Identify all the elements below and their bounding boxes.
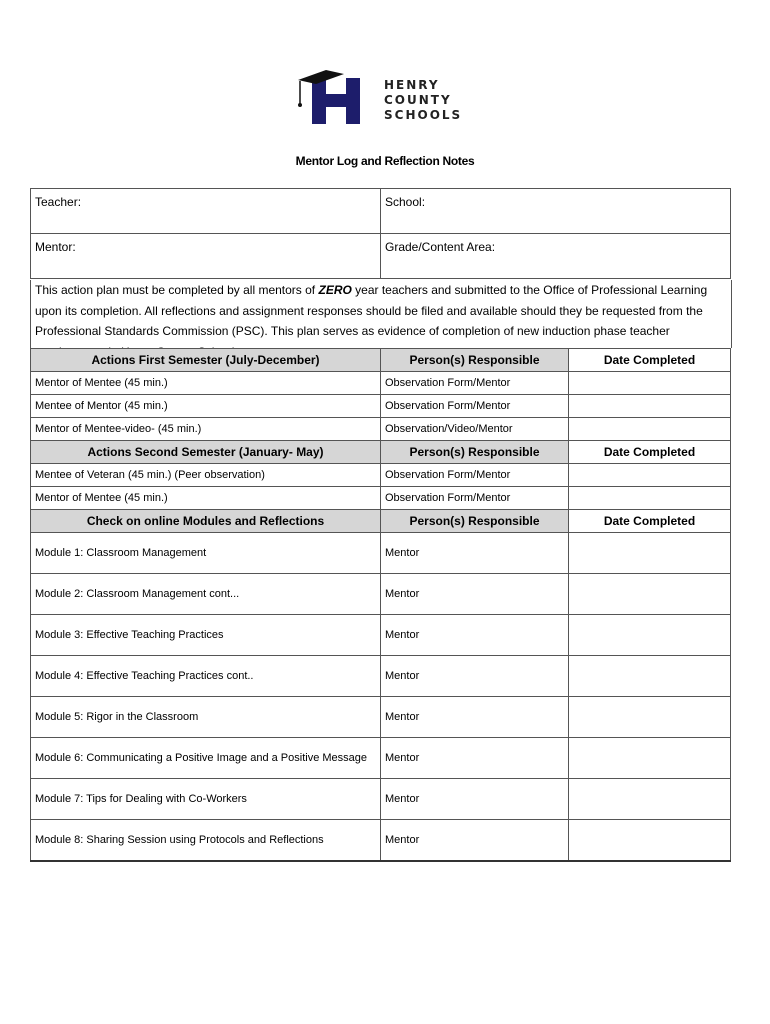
date-completed-cell[interactable] xyxy=(569,820,731,862)
section-header-row xyxy=(31,349,731,372)
logo-line-2: COUNTY xyxy=(384,93,452,107)
date-completed-cell[interactable] xyxy=(569,395,731,418)
logo-line-1: HENRY xyxy=(384,78,440,92)
person-cell: Observation Form/Mentor xyxy=(381,464,569,487)
intro-part-1: This action plan must be completed by all mentors of xyxy=(35,283,319,297)
action-cell: Module 6: Communicating a Positive Image and a Positive Message xyxy=(31,738,381,779)
date-header: Date Completed xyxy=(569,510,731,533)
date-completed-cell[interactable] xyxy=(569,418,731,441)
action-cell: Mentee of Veteran (45 min.) (Peer observation) xyxy=(31,464,381,487)
table-row xyxy=(31,574,731,615)
henry-county-schools-logo xyxy=(294,64,484,128)
grade-field[interactable]: Grade/Content Area: xyxy=(381,234,731,279)
action-cell: Mentor of Mentee (45 min.) xyxy=(31,372,381,395)
date-completed-cell[interactable] xyxy=(569,464,731,487)
person-header: Person(s) Responsible xyxy=(381,510,569,533)
teacher-field[interactable]: Teacher: xyxy=(31,189,381,234)
date-completed-cell[interactable] xyxy=(569,779,731,820)
date-completed-cell[interactable] xyxy=(569,372,731,395)
action-cell: Mentee of Mentor (45 min.) xyxy=(31,395,381,418)
info-table xyxy=(30,188,731,279)
person-cell: Observation Form/Mentor xyxy=(381,487,569,510)
table-row xyxy=(31,738,731,779)
date-completed-cell[interactable] xyxy=(569,656,731,697)
table-row xyxy=(31,418,731,441)
intro-emphasis: ZERO xyxy=(318,283,352,297)
person-cell: Observation/Video/Mentor xyxy=(381,418,569,441)
person-header: Person(s) Responsible xyxy=(381,441,569,464)
table-row xyxy=(31,779,731,820)
action-cell: Module 5: Rigor in the Classroom xyxy=(31,697,381,738)
section-header: Check on online Modules and Reflections xyxy=(31,510,381,533)
person-cell: Mentor xyxy=(381,697,569,738)
graduation-cap-h-icon xyxy=(294,64,384,128)
school-field[interactable]: School: xyxy=(381,189,731,234)
action-cell: Module 3: Effective Teaching Practices xyxy=(31,615,381,656)
table-row xyxy=(31,372,731,395)
date-completed-cell[interactable] xyxy=(569,738,731,779)
action-cell: Mentor of Mentee (45 min.) xyxy=(31,487,381,510)
date-header: Date Completed xyxy=(569,441,731,464)
action-cell: Module 2: Classroom Management cont... xyxy=(31,574,381,615)
date-completed-cell[interactable] xyxy=(569,574,731,615)
person-cell: Mentor xyxy=(381,779,569,820)
person-cell: Mentor xyxy=(381,820,569,862)
section-header-row xyxy=(31,441,731,464)
intro-paragraph xyxy=(30,280,732,348)
person-cell: Mentor xyxy=(381,574,569,615)
table-row xyxy=(31,487,731,510)
person-cell: Mentor xyxy=(381,738,569,779)
table-row xyxy=(31,533,731,574)
person-cell: Observation Form/Mentor xyxy=(381,372,569,395)
table-row xyxy=(31,464,731,487)
date-header: Date Completed xyxy=(569,349,731,372)
table-row xyxy=(31,395,731,418)
action-cell: Module 7: Tips for Dealing with Co-Workers xyxy=(31,779,381,820)
section-header: Actions First Semester (July-December) xyxy=(31,349,381,372)
action-cell: Mentor of Mentee-video- (45 min.) xyxy=(31,418,381,441)
intro-part-2: year teachers and submitted to the Office of Professional Learning upon its completion. All reflections and assignment responses should be filed and available should they be requested from the Professional Standards Commission (PSC). This plan serves as evidence of completion of new induction phase teacher xyxy=(35,283,708,338)
table-row xyxy=(31,656,731,697)
date-completed-cell[interactable] xyxy=(569,615,731,656)
person-cell: Mentor xyxy=(381,615,569,656)
person-header: Person(s) Responsible xyxy=(381,349,569,372)
person-cell: Observation Form/Mentor xyxy=(381,395,569,418)
action-cell: Module 1: Classroom Management xyxy=(31,533,381,574)
date-completed-cell[interactable] xyxy=(569,533,731,574)
person-cell: Mentor xyxy=(381,656,569,697)
table-row xyxy=(31,820,731,862)
mentor-field[interactable]: Mentor: xyxy=(31,234,381,279)
page-title: Mentor Log and Reflection Notes xyxy=(295,154,475,168)
table-row xyxy=(31,615,731,656)
person-cell: Mentor xyxy=(381,533,569,574)
logo-line-3: SCHOOLS xyxy=(384,108,463,122)
action-table xyxy=(30,348,731,862)
action-cell: Module 8: Sharing Session using Protocols and Reflections xyxy=(31,820,381,862)
action-cell: Module 4: Effective Teaching Practices cont.. xyxy=(31,656,381,697)
section-header: Actions Second Semester (January- May) xyxy=(31,441,381,464)
table-row xyxy=(31,697,731,738)
date-completed-cell[interactable] xyxy=(569,697,731,738)
date-completed-cell[interactable] xyxy=(569,487,731,510)
section-header-row xyxy=(31,510,731,533)
